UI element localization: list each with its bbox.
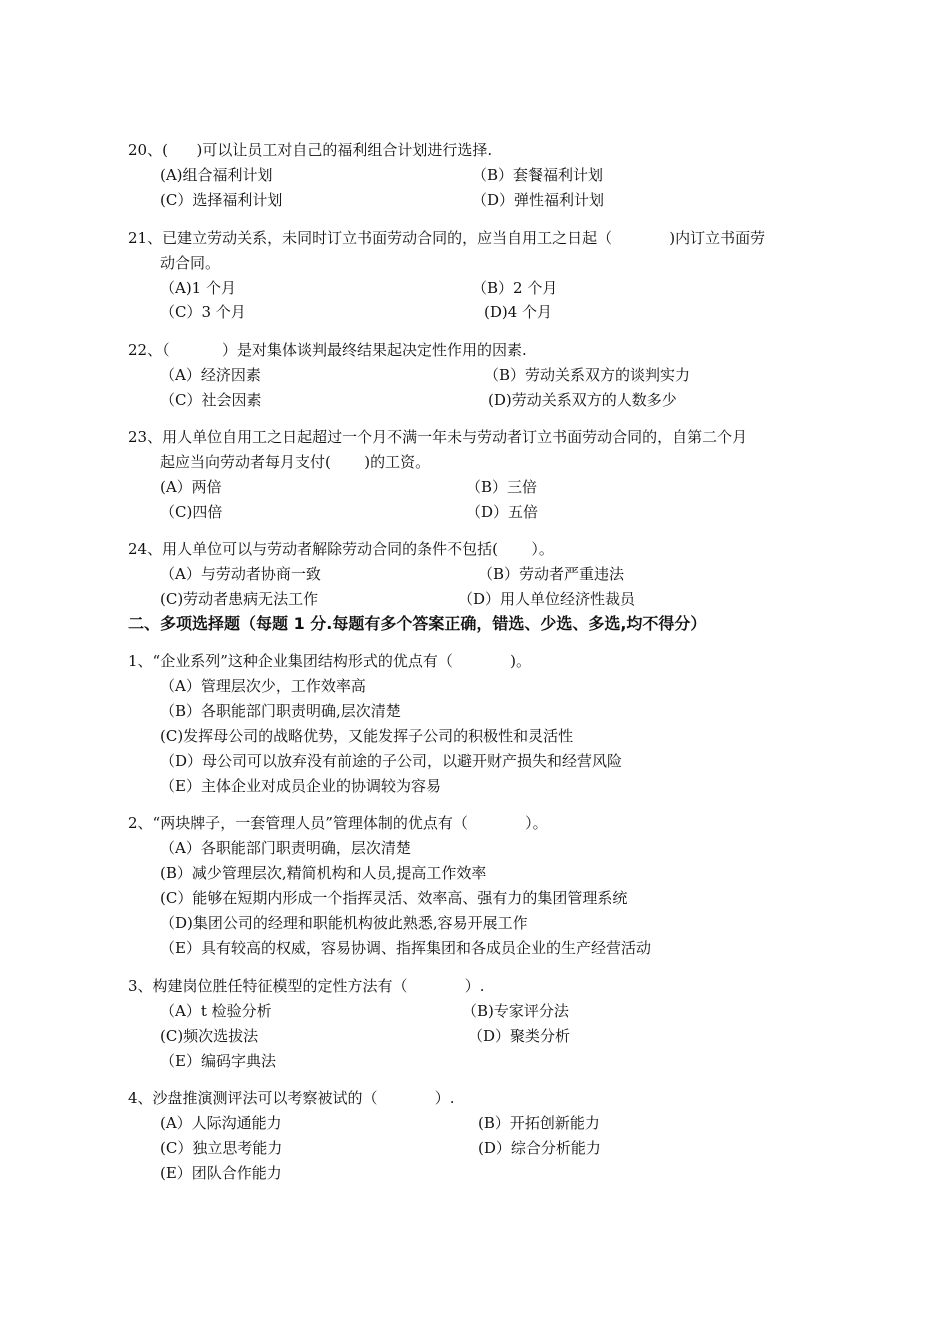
q20-option-d: （D）弹性福利计划 [472, 191, 605, 209]
m3-option-d: （D）聚类分析 [468, 1027, 571, 1045]
m4-stem: 4、沙盘推演测评法可以考察被试的（ ）. [128, 1089, 455, 1107]
q22-option-d: (D)劳动关系双方的人数多少 [488, 391, 677, 409]
m2-stem: 2、“两块牌子，一套管理人员”管理体制的优点有（ ）。 [128, 814, 548, 832]
m2-option-a: （A）各职能部门职责明确，层次清楚 [160, 839, 411, 857]
q23-option-b: （B）三倍 [466, 478, 538, 496]
q20-option-a: (A)组合福利计划 [160, 166, 273, 184]
m3-stem: 3、构建岗位胜任特征模型的定性方法有（ ）. [128, 977, 485, 995]
m2-option-e: （E）具有较高的权威，容易协调、指挥集团和各成员企业的生产经营活动 [160, 939, 651, 957]
q23-option-d: （D）五倍 [466, 503, 539, 521]
q22-stem: 22、（ ）是对集体谈判最终结果起决定性作用的因素. [128, 341, 527, 359]
q22-option-b: （B）劳动关系双方的谈判实力 [484, 366, 691, 384]
q24-option-d: （D）用人单位经济性裁员 [458, 590, 636, 608]
m1-stem: 1、“企业系列”这种企业集团结构形式的优点有（ )。 [128, 652, 531, 670]
q20-option-c: (C）选择福利计划 [160, 191, 283, 209]
q23-stem-line1: 23、用人单位自用工之日起超过一个月不满一年未与劳动者订立书面劳动合同的，自第二个月 [128, 428, 748, 446]
m1-option-c: (C)发挥母公司的战略优势，又能发挥子公司的积极性和灵活性 [160, 727, 574, 745]
q23-option-c: （C)四倍 [160, 503, 223, 521]
q24-option-a: （A）与劳动者协商一致 [160, 565, 321, 583]
m1-option-a: （A）管理层次少，工作效率高 [160, 677, 366, 695]
q23-stem-line2: 起应当向劳动者每月支付( )的工资。 [160, 453, 431, 471]
q21-stem-line1: 21、已建立劳动关系，未同时订立书面劳动合同的，应当自用工之日起（ )内订立书面劳 [128, 229, 766, 247]
m4-option-b: (B）开拓创新能力 [478, 1114, 600, 1132]
m2-option-d: （D)集团公司的经理和职能机构彼此熟悉,容易开展工作 [160, 914, 528, 932]
m1-option-b: （B）各职能部门职责明确,层次清楚 [160, 702, 401, 720]
q21-option-d: (D)4 个月 [484, 303, 553, 321]
q24-option-b: （B）劳动者严重违法 [478, 565, 625, 583]
q21-stem-line2: 动合同。 [160, 254, 221, 272]
q20-option-b: （B）套餐福利计划 [472, 166, 604, 184]
q22-option-a: （A）经济因素 [160, 366, 261, 384]
q23-option-a: (A）两倍 [160, 478, 222, 496]
q20-stem: 20、( )可以让员工对自己的福利组合计划进行选择. [128, 141, 493, 159]
section-heading: 二、多项选择题（每题 1 分.每题有多个答案正确，错选、少选、多选,均不得分） [128, 614, 707, 633]
m3-option-c: (C)频次选拔法 [160, 1027, 259, 1045]
m1-option-d: （D）母公司可以放弃没有前途的子公司，以避开财产损失和经营风险 [160, 752, 623, 770]
m4-option-a: (A）人际沟通能力 [160, 1114, 282, 1132]
q22-option-c: （C）社会因素 [160, 391, 262, 409]
m4-option-d: (D）综合分析能力 [478, 1139, 601, 1157]
m3-option-a: （A）t 检验分析 [160, 1002, 272, 1020]
m4-option-e: (E）团队合作能力 [160, 1164, 282, 1182]
m3-option-e: （E）编码字典法 [160, 1052, 276, 1070]
q24-stem: 24、用人单位可以与劳动者解除劳动合同的条件不包括( ）。 [128, 540, 554, 558]
q21-option-c: （C）3 个月 [160, 303, 246, 321]
m2-option-b: (B）减少管理层次,精简机构和人员,提高工作效率 [160, 864, 487, 882]
q21-option-b: （B）2 个月 [472, 279, 558, 297]
m4-option-c: (C）独立思考能力 [160, 1139, 283, 1157]
m3-option-b: （B)专家评分法 [462, 1002, 569, 1020]
m2-option-c: (C）能够在短期内形成一个指挥灵活、效率高、强有力的集团管理系统 [160, 889, 628, 907]
q24-option-c: (C)劳动者患病无法工作 [160, 590, 319, 608]
m1-option-e: （E）主体企业对成员企业的协调较为容易 [160, 777, 441, 795]
q21-option-a: （A)1 个月 [160, 279, 236, 297]
